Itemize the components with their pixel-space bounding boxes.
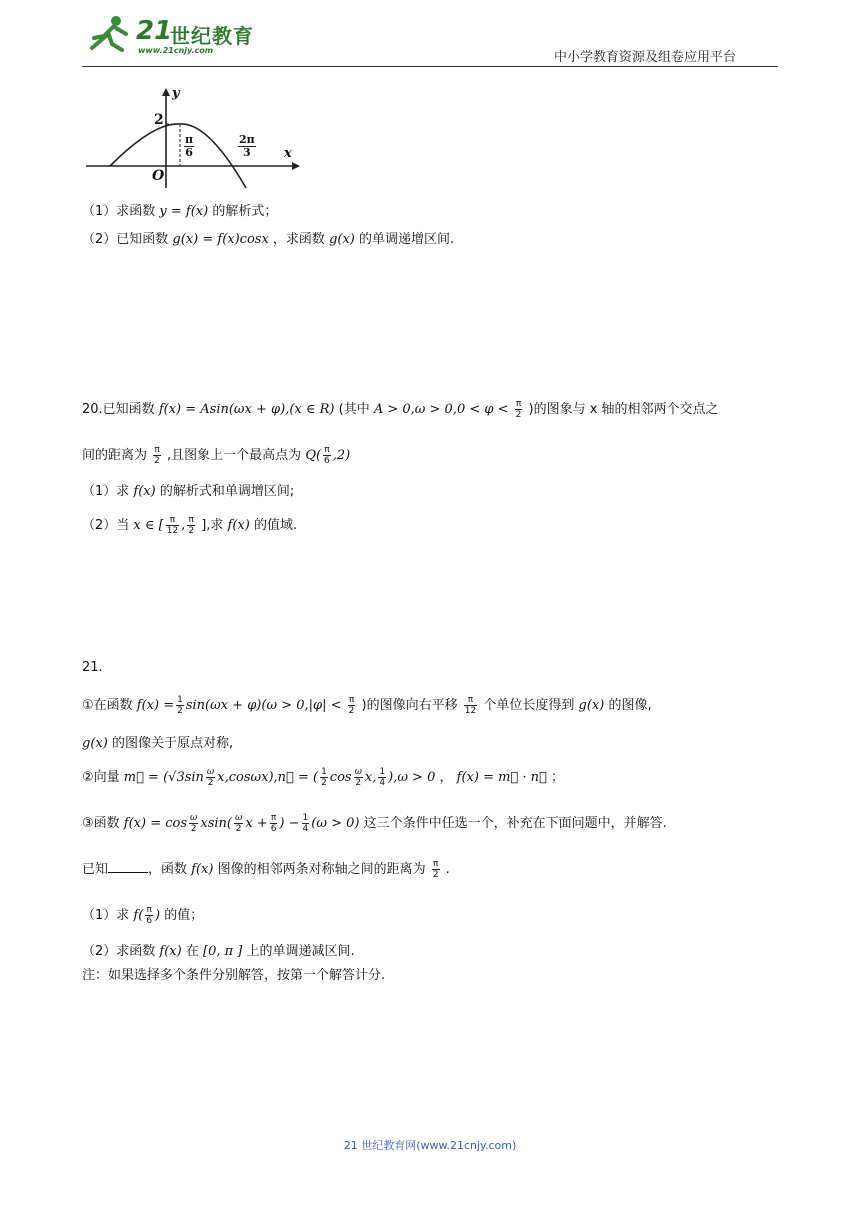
- q20-part1: （1）求 f(x) 的解析式和单调增区间;: [82, 484, 295, 499]
- max-value-label: 2: [154, 112, 164, 128]
- header-divider: [82, 66, 778, 67]
- x-mark-pi-6: $\frac{\pi}{6}$: [185, 133, 194, 159]
- q20-stem-line2: 间的距离为 $\frac{\pi}{2}$ ,且图象上一个最高点为 Q( $\frac{\pi}{6}$ ,2): [82, 445, 351, 466]
- site-logo[interactable]: [86, 14, 256, 58]
- footer-link[interactable]: 21 世纪教育网(www.21cnjy.com): [343, 1139, 517, 1152]
- origin-label: O: [152, 168, 165, 184]
- q20-stem-line1: 20.已知函数 f(x) = Asin(ωx + φ),(x ∈ R) (其中 A > 0,ω > 0,0 < φ < $\frac{\pi}{2}$ )的图象与 x 轴的相邻两个交点之: [82, 399, 719, 420]
- function-graph: [82, 84, 304, 192]
- q21-condition3: ③函数 f(x) = cos $\frac{\omega}{2}$ xsin( $\frac{\omega}{2}$ x + $\frac{\pi}{6}$ ) − $\frac{1}{4}$ (ω > 0) 这三个条件中任选一个，补充在下面问题中，并解答.: [82, 813, 667, 834]
- q21-condition1-cont: g(x) 的图像关于原点对称,: [82, 736, 234, 751]
- y-axis-label: y: [172, 86, 180, 101]
- q21-part2: （2）求函数 f(x) 在 [0, π ] 上的单调递减区间.: [82, 944, 355, 959]
- q21-note: 注：如果选择多个条件分别解答，按第一个解答计分.: [82, 968, 386, 983]
- runner-logo-icon: [86, 14, 134, 54]
- q21-part1: （1）求 f( $\frac{\pi}{6}$ ) 的值；: [82, 905, 204, 926]
- x-mark-2pi-3: $\frac{2\pi}{3}$: [239, 133, 255, 159]
- q21-condition1: ①在函数 f(x) = $\frac{1}{2}$ sin(ωx + φ)(ω > 0,|φ| < $\frac{\pi}{2}$ )的图像向右平移 $\frac{\pi}{12}$ 个单位长度得到 g(x) 的图像,: [82, 695, 652, 716]
- q21-given: 已知 ，函数 f(x) 图像的相邻两条对称轴之间的距离为 $\frac{\pi}{2}$ .: [82, 859, 450, 880]
- q21-number: 21.: [82, 660, 103, 675]
- q21-condition2: ②向量 m⃗ = (√3sin $\frac{\omega}{2}$ x,cosωx),n⃗ = ( $\frac{1}{2}$ cos $\frac{\omega}{2}$ x, $\frac{1}{4}$ ),ω > 0 ， f(x) = m⃗ · n⃗ ；: [82, 767, 564, 788]
- logo-text: 世纪教育: [170, 24, 254, 48]
- q19-part1: （1）求函数 y = f(x) 的解析式；: [82, 204, 278, 219]
- q19-part2: （2）已知函数 g(x) = f(x)cosx ，求函数 g(x) 的单调递增区间.: [82, 232, 455, 247]
- logo-number: 21: [136, 16, 173, 46]
- platform-title: 中小学教育资源及组卷应用平台: [554, 50, 737, 65]
- x-axis-label: x: [284, 146, 292, 161]
- logo-url: www.21cnjy.com: [138, 46, 214, 55]
- q20-part2: （2）当 x ∈ [ $\frac{\pi}{12}$ , $\frac{\pi}{2}$ ],求 f(x) 的值域.: [82, 515, 298, 536]
- fill-in-blank[interactable]: [108, 860, 148, 873]
